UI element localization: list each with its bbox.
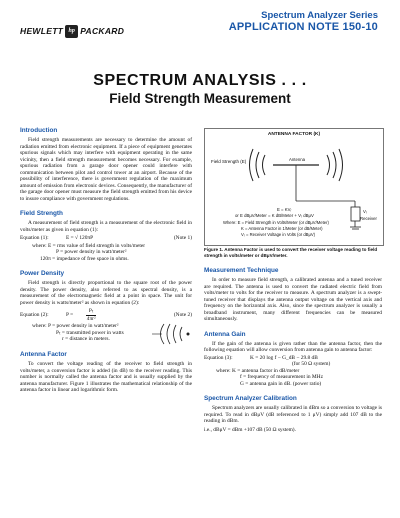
calibration-equation: i.e., dBμV = dBm +107 dB (50 Ω system). bbox=[204, 426, 296, 433]
calibration-body: Spectrum analyzers are usually calibrated in dBm so a conversion to voltage is required. To read in dBμV (dB referenced to 1 μV) simply add 107 dB to the reading in dBm. bbox=[204, 405, 382, 425]
document-title bbox=[0, 72, 400, 106]
measurement-body: In order to measure field strength, a calibrated antenna and a tuned receiver are required. The antenna is used to convert the radiated electric field from volts/meter to volts for the receiver to measure. A spectrum analyzer is a swept-tuned receiver that displays the antenna output voltage on the vertical axis and frequency on the horizontal axis. Also, since the spectrum analyzer is usually a broadband instrument, many different frequencies can be measured simultaneously. bbox=[204, 277, 382, 323]
radiation-waves-icon bbox=[148, 323, 192, 345]
field-strength-heading: Field Strength bbox=[20, 210, 63, 217]
equation-1-where-3: 120π = impedance of free space in ohms. bbox=[40, 255, 129, 262]
antenna-label: Antenna bbox=[289, 157, 306, 162]
equation-3-where-2: f = frequency of measurement in MHz bbox=[240, 374, 323, 381]
equation-3-label: Equation (3): bbox=[204, 354, 233, 361]
equation-2-where-2: Pₜ = transmitted power in watts bbox=[56, 329, 124, 336]
series-name: Spectrum Analyzer Series bbox=[261, 10, 378, 21]
application-note-number: APPLICATION NOTE 150-10 bbox=[228, 21, 378, 33]
equation-1-where-1: where: E = rms value of field strength in volts/meter bbox=[32, 242, 146, 249]
measurement-heading: Measurement Technique bbox=[204, 267, 279, 275]
title-line-1: SPECTRUM ANALYSIS . . . bbox=[93, 72, 307, 89]
figure-caption: Figure 1. Antenna Factor is used to convert the receiver voltage reading to field strength in volts/meter or dBμV/meter. bbox=[204, 247, 378, 258]
equation-2-where-1: where: P = power density in watt/meter² bbox=[32, 323, 119, 329]
equation-3-where-1: where: K = antenna factor in dB/meter bbox=[216, 367, 300, 374]
equation-1-label: Equation (1): bbox=[20, 235, 49, 241]
antenna-gain-body: If the gain of the antenna is given rather than the antenna factor, then the following equation will allow conversion from antenna gain to antenna factor: bbox=[204, 340, 382, 354]
intro-heading: Introduction bbox=[20, 127, 58, 134]
equation-3-where-3: G = antenna gain in dB. (power ratio) bbox=[240, 380, 322, 387]
figure-legend-3: Vᵣ = Receiver Voltage in Volts (or dBμV) bbox=[241, 232, 316, 237]
right-column bbox=[204, 247, 382, 433]
equation-1-formula: E = √ 120πP bbox=[66, 235, 94, 241]
equation-3-formula: K = 20 log f − G_dB − 29.8 dB bbox=[250, 354, 318, 361]
equation-2-fraction bbox=[76, 308, 106, 322]
equation-2-where-block bbox=[20, 323, 192, 345]
field-strength-body: A measurement of field strength is a measurement of the electronic field in volts/meter as given in equation (1): bbox=[20, 220, 192, 233]
antenna-gain-heading: Antenna Gain bbox=[204, 330, 246, 338]
figure-eq-2: or E dBμV/Meter = K dB/Meter + Vᵣ dBμV bbox=[235, 213, 314, 218]
equation-2-lhs: P = bbox=[66, 311, 74, 318]
power-density-heading: Power Density bbox=[20, 270, 65, 277]
hp-brand bbox=[20, 23, 124, 39]
field-strength-label: Field Strength (E) bbox=[211, 159, 247, 164]
equation-2 bbox=[20, 308, 192, 322]
brand-word-packard: PACKARD bbox=[80, 26, 125, 36]
equation-1-note: (Note 1) bbox=[173, 235, 192, 241]
brand-word-hewlett: HEWLETT bbox=[20, 26, 64, 36]
receiver-label: Receiver bbox=[360, 216, 377, 221]
equation-2-numerator: Pₜ bbox=[86, 308, 97, 316]
intro-body: Field strength measurements are necessary to determine the amount of radiation emitted from electronic equipment. If a piece of equipment generates spurious signals which may interfere with equipment operating in the same vicinity, then a field strength measurement becomes necessary. For example, spurious radiation from a garage door opener could interfere with communication between pilot and control tower at an airport. Because of the possibility of interference, there is government regulation of the maximum amount of emission from electronic devices. Consequently, the manufacturer of the garage door opener must measure the field strength emitted from his device to insure compliance with government regulations. bbox=[20, 137, 192, 202]
equation-2-label: Equation (2): bbox=[20, 311, 49, 318]
figure-eq-1: E = KVᵣ bbox=[277, 207, 292, 212]
figure-title: ANTENNA FACTOR (K) bbox=[267, 132, 321, 137]
hp-logo-icon: hp bbox=[65, 25, 78, 38]
calibration-heading: Spectrum Analyzer Calibration bbox=[204, 395, 297, 403]
antenna-factor-figure bbox=[204, 128, 384, 246]
series-header bbox=[229, 10, 378, 33]
equation-1 bbox=[20, 235, 192, 242]
equation-2-denominator: 4πr² bbox=[86, 315, 96, 322]
equation-2-note: (Note 2) bbox=[173, 311, 192, 318]
equation-1-where-2: P = power density in watt/meter² bbox=[56, 249, 127, 255]
figure-legend-2: K = Antenna Factor in 1/Meter (or dB/Meter) bbox=[241, 226, 323, 231]
figure-legend-1: Where: E = Field Strength in Volts/Meter (or dBμV/Meter) bbox=[223, 220, 329, 225]
antenna-factor-heading: Antenna Factor bbox=[20, 351, 67, 358]
left-column bbox=[20, 127, 192, 394]
vr-label: Vᵣ bbox=[363, 209, 367, 214]
power-density-body: Field strength is directly proportional to the square root of the power density. The power density, also referred to as spectral density, is a measurement of the electromagnetic field at a point in space. The unit for power density is watts/meter² as shown in equation (2): bbox=[20, 280, 192, 306]
equation-3-subnote: (for 50 Ω system) bbox=[292, 361, 331, 368]
antenna-factor-body: To convert the voltage reading of the receiver to field strength in volts/meter, a conversion factor is added (in dB) to the receiver reading. This number is normally called the antenna factor and is usually supplied by the antenna manufacturer. Figure 1 illustrates the mathematical relationship of the antenna factor in linear and logarithmic form. bbox=[20, 361, 192, 393]
title-line-2: Field Strength Measurement bbox=[109, 91, 291, 106]
equation-2-where-3: r = distance in meters. bbox=[62, 336, 110, 342]
